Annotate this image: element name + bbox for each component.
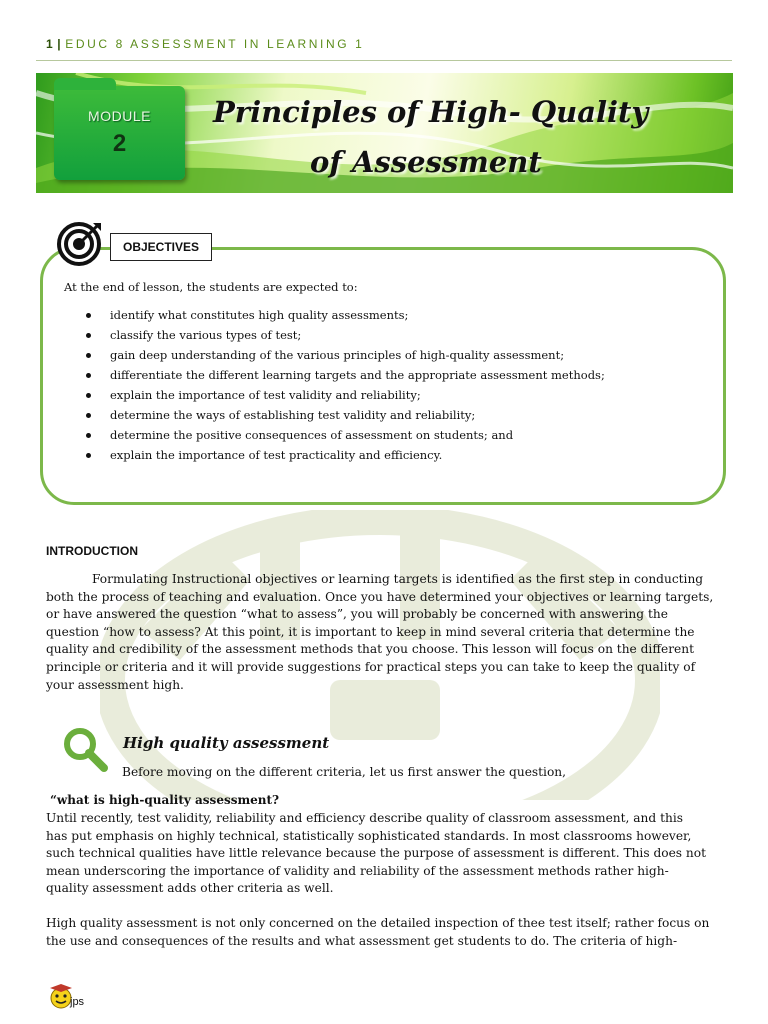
target-icon — [57, 219, 105, 267]
objective-item: differentiate the different learning targets and the appropriate assessment methods; — [86, 368, 605, 388]
high-quality-paragraph-1 — [46, 810, 722, 898]
objective-item: explain the importance of test validity and reliability; — [86, 388, 605, 408]
footer-initials: jps — [70, 996, 85, 1008]
objective-item: classify the various types of test; — [86, 328, 605, 348]
objective-item: explain the importance of test practicality and efficiency. — [86, 448, 605, 468]
introduction-heading: INTRODUCTION — [46, 544, 138, 558]
module-number: 2 — [112, 130, 127, 157]
objective-item: determine the positive consequences of assessment on students; and — [86, 428, 605, 448]
page-number: 1 — [46, 37, 56, 51]
module-title-line2: of Assessment — [310, 145, 542, 179]
high-quality-question: “what is high-quality assessment? — [50, 793, 280, 807]
header-rule — [36, 60, 732, 61]
text-line: Formulating Instructional objectives or learning targets is identified as the first step in conducting — [92, 572, 704, 586]
page-header — [46, 37, 736, 55]
text-line: question “how to assess? At this point, it is important to keep in mind several criteria that determine the — [46, 624, 695, 639]
text-line: has put emphasis on highly technical, statistically sophisticated standards. In most classrooms however, — [46, 828, 692, 843]
high-quality-lead: Before moving on the different criteria, let us first answer the question, — [122, 765, 567, 779]
text-line: High quality assessment is not only concerned on the detailed inspection of thee test itself; rather focus on — [46, 916, 710, 930]
objective-item: identify what constitutes high quality assessments; — [86, 308, 605, 328]
introduction-paragraph — [46, 571, 722, 694]
text-line: or have answered the question “what to assess”, you will probably be concerned with answering the — [46, 607, 668, 622]
objective-item: gain deep understanding of the various principles of high-quality assessment; — [86, 348, 605, 368]
text-line: quality and credibility of the assessment methods that you choose. This lesson will focus on the different — [46, 642, 694, 657]
high-quality-paragraph-2 — [46, 915, 722, 950]
text-line: principle or criteria and it will provide suggestions for practical steps you can take to keep the quality of — [46, 659, 696, 674]
text-line: your assessment high. — [46, 677, 184, 692]
header-separator: | — [57, 37, 64, 51]
course-title: EDUC 8 ASSESSMENT IN LEARNING 1 — [65, 37, 365, 51]
objectives-label: OBJECTIVES — [110, 233, 212, 261]
module-label: MODULE — [88, 108, 151, 124]
magnifier-icon — [62, 726, 108, 772]
objective-item: determine the ways of establishing test validity and reliability; — [86, 408, 605, 428]
text-line: the use and consequences of the results and what assessment get students to do. The criteria of high- — [46, 933, 678, 948]
text-line: quality assessment adds other criteria as well. — [46, 881, 334, 896]
module-title-line1: Principles of High- Quality — [213, 95, 649, 129]
text-line: such technical qualities have little relevance because the purpose of assessment is different. This does not — [46, 846, 707, 861]
objectives-intro: At the end of lesson, the students are expected to: — [64, 280, 358, 294]
text-line: Until recently, test validity, reliability and efficiency describe quality of classroom assessment, and this — [46, 811, 683, 825]
objectives-list — [86, 308, 605, 468]
text-line: both the process of teaching and evaluation. Once you have determined your objectives or learning targets, — [46, 589, 714, 604]
text-line: mean underscoring the importance of validity and reliability of the assessment methods rather high- — [46, 863, 669, 878]
high-quality-heading: High quality assessment — [123, 734, 330, 752]
